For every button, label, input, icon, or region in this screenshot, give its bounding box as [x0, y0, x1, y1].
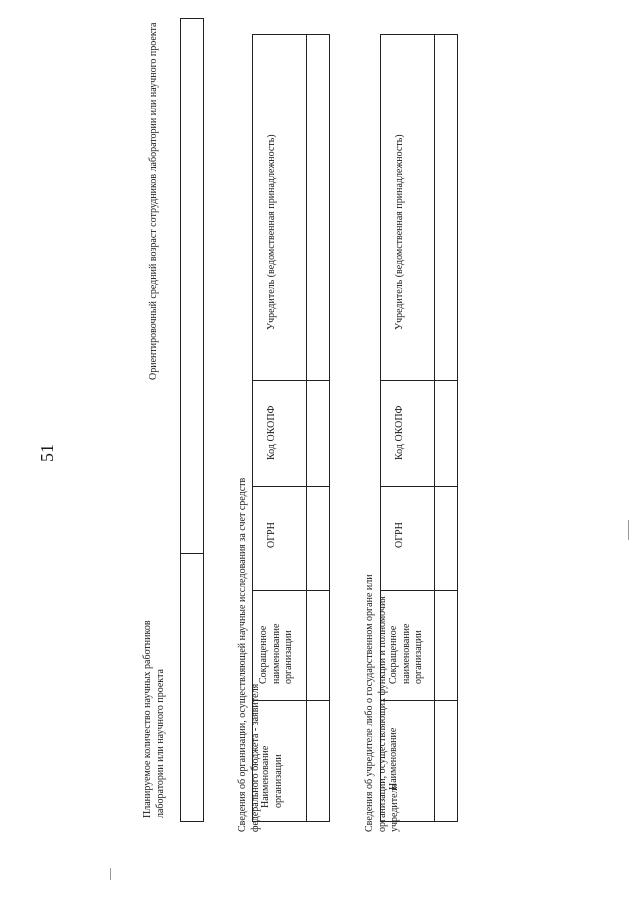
founder-col-divider-3 [380, 486, 458, 487]
org-col-divider-3 [252, 486, 330, 487]
founder-header-founder: Учредитель (ведомственная принадлежность) [394, 134, 405, 330]
org-col-divider-1 [252, 700, 330, 701]
org-table-header-row-border [306, 34, 307, 822]
founder-table-header-row-border [434, 34, 435, 822]
founder-col-divider-1 [380, 700, 458, 701]
org-header-okopf: Код ОКОПФ [266, 405, 277, 460]
page-number: 51 [37, 444, 57, 462]
org-section-title: Сведения об организации, осуществляющей научные исследования за счет средств федерального бюджета - заявителя [237, 477, 261, 832]
staff-values-box [180, 18, 204, 822]
org-header-name: Наименование организации [260, 745, 284, 808]
org-col-divider-4 [252, 380, 330, 381]
org-header-short-name: Сокращенное наименование организации [258, 623, 294, 684]
scan-mark [110, 868, 111, 880]
org-header-ogrn: ОГРН [266, 522, 277, 548]
founder-header-short-name: Сокращенное наименование организации [388, 623, 424, 684]
avg-age-label: Ориентировочный средний возраст сотрудников лаборатории или научного проекта [148, 22, 159, 380]
founder-header-ogrn: ОГРН [394, 522, 405, 548]
org-header-founder: Учредитель (ведомственная принадлежность) [266, 134, 277, 330]
founder-header-okopf: Код ОКОПФ [394, 405, 405, 460]
founder-col-divider-4 [380, 380, 458, 381]
founder-col-divider-2 [380, 590, 458, 591]
planned-count-label: Планируемое количество научных работников лаборатории или научного проекта [142, 620, 166, 818]
founder-header-name: Наименование [388, 727, 399, 790]
org-col-divider-2 [252, 590, 330, 591]
scan-mark-right [628, 520, 629, 540]
staff-divider [180, 553, 204, 554]
org-table[interactable] [252, 34, 330, 822]
founder-table[interactable] [380, 34, 458, 822]
founder-section-title: Сведения об учредителе либо о государственном органе или организации, осуществляющих функции и полномочия учредителя [364, 574, 400, 832]
